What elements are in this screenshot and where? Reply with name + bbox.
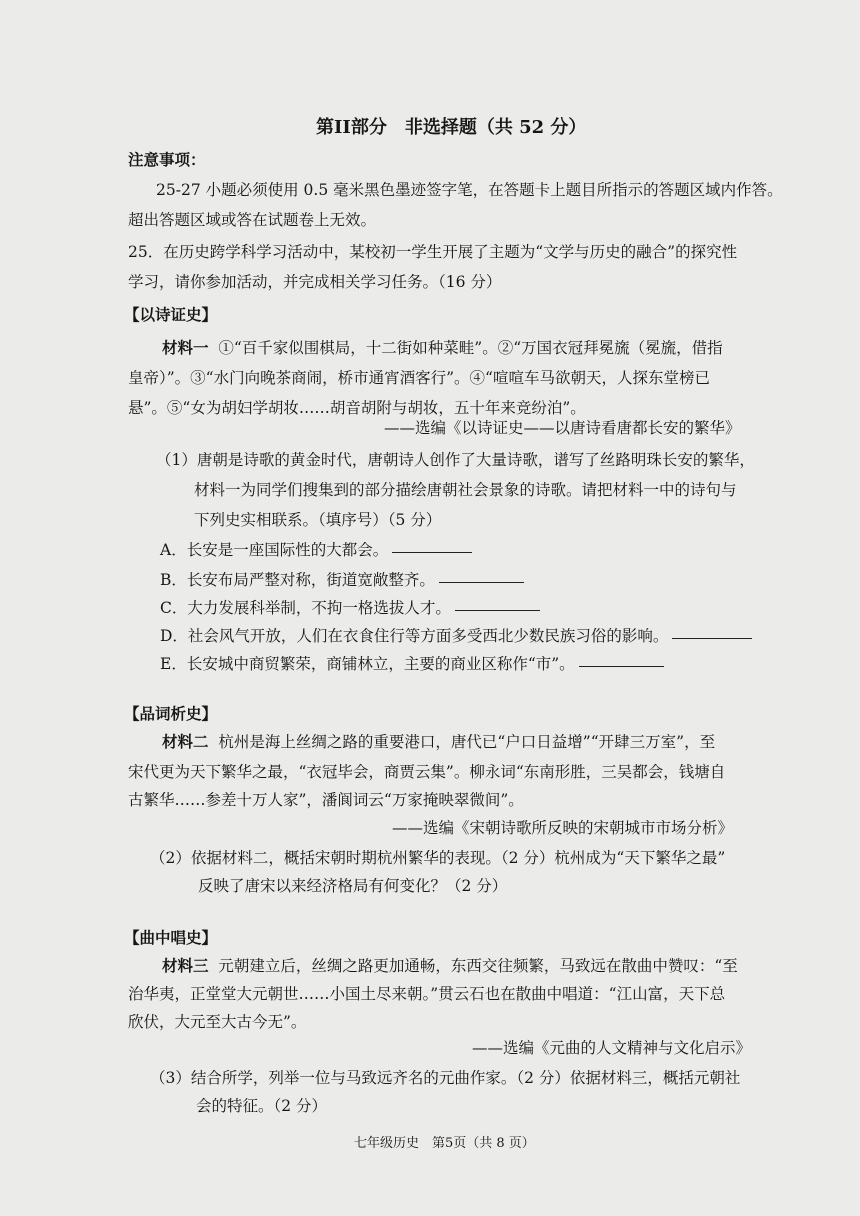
material-line: 元朝建立后，丝绸之路更加通畅，东西交往频繁，马致远在散曲中赞叹：“至 xyxy=(218,957,738,975)
material-source: ——选编《宋朝诗歌所反映的宋朝城市市场分析》 xyxy=(392,819,734,837)
material-text xyxy=(162,956,738,976)
notice-line: 超出答题区域或答在试题卷上无效。 xyxy=(128,211,377,229)
answer-blank[interactable] xyxy=(455,609,540,611)
question-intro: 学习，请你参加活动，并完成相关学习任务。（16 分） xyxy=(128,273,502,291)
material-text xyxy=(162,732,715,752)
material-label: 材料三 xyxy=(162,956,209,975)
notice-heading: 注意事项： xyxy=(128,150,206,169)
material-line: 杭州是海上丝绸之路的重要港口，唐代已“户口日益增”“开肆三万室”，至 xyxy=(218,733,716,751)
section-header: 【曲中唱史】 xyxy=(124,928,218,947)
material-source: ——选编《以诗证史——以唐诗看唐都长安的繁华》 xyxy=(384,419,741,437)
page-footer: 七年级历史 第5页（共 8 页） xyxy=(354,1136,535,1151)
question-intro: 25．在历史跨学科学习活动中，某校初一学生开展了主题为“文学与历史的融合”的探究性 xyxy=(128,243,738,261)
material-line: 皇帝）”。③“水门向晚茶商闹，桥市通宵酒客行”。④“喧喧车马欲朝天，人探东堂榜已 xyxy=(128,369,710,387)
notice-line: 25-27 小题必须使用 0.5 毫米黑色墨迹签字笔，在答题卡上题目所指示的答题区域内作答。 xyxy=(156,181,783,199)
answer-blank[interactable] xyxy=(439,581,524,583)
page-title: 第II部分 非选择题（共 52 分） xyxy=(316,117,587,138)
section-header: 【品词析史】 xyxy=(124,704,218,723)
material-line: 治华夷，正堂堂大元朝世……小国土尽来朝。”贯云石也在散曲中唱道：“江山富，天下总 xyxy=(128,985,726,1003)
material-label: 材料一 xyxy=(162,338,209,357)
question-text: （1）唐朝是诗歌的黄金时代，唐朝诗人创作了大量诗歌，谱写了丝路明珠长安的繁华， xyxy=(156,451,755,469)
material-line: 古繁华……参差十万人家”，潘阆词云“万家掩映翠微间”。 xyxy=(128,791,524,809)
material-source: ——选编《元曲的人文精神与文化启示》 xyxy=(472,1039,752,1057)
material-line: 悬”。⑤“女为胡妇学胡妆……胡音胡附与胡妆，五十年来竞纷泊”。 xyxy=(128,399,586,417)
material-text xyxy=(162,338,723,358)
answer-blank[interactable] xyxy=(392,551,472,553)
material-line: ①“百千家似围棋局，十二街如种菜畦”。②“万国衣冠拜冕旒（冕旒，借指 xyxy=(218,339,723,357)
answer-blank[interactable] xyxy=(672,637,752,639)
option-a: A．长安是一座国际性的大都会。 xyxy=(160,540,472,560)
question-text: 会的特征。（2 分） xyxy=(196,1097,328,1115)
material-label: 材料二 xyxy=(162,732,209,751)
material-line: 欣伏，大元至大古今无”。 xyxy=(128,1013,307,1031)
question-text: 反映了唐宋以来经济格局有何变化？（2 分） xyxy=(198,877,508,895)
option-e: E．长安城中商贸繁荣，商铺林立，主要的商业区称作“市”。 xyxy=(160,654,664,674)
material-line: 宋代更为天下繁华之最，“衣冠毕会，商贾云集”。柳永词“东南形胜，三吴都会，钱塘自 xyxy=(128,763,726,781)
question-text: 下列史实相联系。（填序号）（5 分） xyxy=(194,511,442,529)
question-text: （2）依据材料二，概括宋朝时期杭州繁华的表现。（2 分）杭州成为“天下繁华之最” xyxy=(150,849,726,867)
question-text: 材料一为同学们搜集到的部分描绘唐朝社会景象的诗歌。请把材料一中的诗句与 xyxy=(194,481,737,499)
section-header: 【以诗证史】 xyxy=(124,305,218,324)
option-c: C．大力发展科举制，不拘一格选拔人才。 xyxy=(160,598,540,618)
option-b: B．长安布局严整对称，街道宽敞整齐。 xyxy=(160,570,524,590)
answer-blank[interactable] xyxy=(579,665,664,667)
question-text: （3）结合所学，列举一位与马致远齐名的元曲作家。（2 分）依据材料三，概括元朝社 xyxy=(150,1069,741,1087)
option-d: D．社会风气开放，人们在衣食住行等方面多受西北少数民族习俗的影响。 xyxy=(160,626,752,646)
